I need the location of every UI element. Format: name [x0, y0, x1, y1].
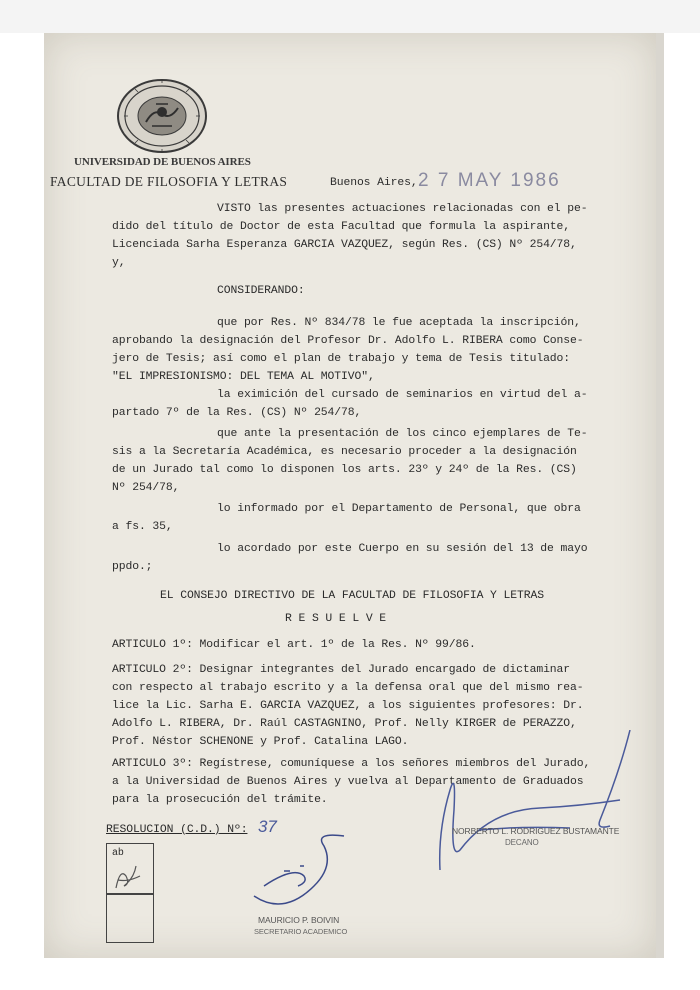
faculty-name: FACULTAD DE FILOSOFIA Y LETRAS: [50, 174, 288, 189]
body-line: a fs. 35,: [112, 521, 173, 533]
resuelve-heading: R E S U E L V E: [285, 613, 387, 625]
body-line: de un Jurado tal como lo disponen los arts. 23º y 24º de la Res. (CS): [112, 464, 577, 476]
body-line: partado 7º de la Res. (CS) Nº 254/78,: [112, 407, 362, 419]
box-initials: ab: [112, 848, 124, 859]
dean-title: DECANO: [505, 838, 539, 847]
secretary-signature-icon: [244, 826, 384, 916]
body-line: que ante la presentación de los cinco ejemplares de Te-: [217, 428, 588, 440]
body-line: Nº 254/78,: [112, 482, 180, 494]
body-line: con respecto al trabajo escrito y a la defensa oral que del mismo rea-: [112, 682, 584, 694]
dean-signature-icon: [420, 730, 650, 880]
scan-margin: [0, 0, 700, 33]
body-line: lo acordado por este Cuerpo en su sesión del 13 de mayo: [217, 543, 588, 555]
article-3: ARTICULO 3º: Regístrese, comuníquese a los señores miembros del Jurado,: [112, 758, 591, 770]
body-line: Licenciada Sarha Esperanza GARCIA VAZQUEZ, según Res. (CS) Nº 254/78,: [112, 239, 577, 251]
body-line: sis a la Secretaría Académica, es necesario proceder a la designación: [112, 446, 577, 458]
council-heading: EL CONSEJO DIRECTIVO DE LA FACULTAD DE FILOSOFIA Y LETRAS: [160, 590, 544, 602]
body-line: jero de Tesis; así como el plan de trabajo y tema de Tesis titulado:: [112, 353, 571, 365]
resolution-label: RESOLUCION (C.D.) Nº:: [106, 824, 248, 836]
article-1: ARTICULO 1º: Modificar el art. 1º de la Res. Nº 99/86.: [112, 639, 476, 651]
resolution-number: 37: [258, 817, 277, 836]
date-stamp: 2 7 MAY 1986: [418, 170, 561, 191]
secretary-name: MAURICIO P. BOIVIN: [258, 915, 340, 925]
body-line: VISTO las presentes actuaciones relacionadas con el pe-: [217, 203, 588, 215]
body-line: la eximición del cursado de seminarios en virtud del a-: [217, 389, 588, 401]
body-line: Adolfo L. RIBERA, Dr. Raúl CASTAGNINO, Prof. Nelly KIRGER de PERAZZO,: [112, 718, 577, 730]
body-line: y,: [112, 257, 126, 269]
page-edge: [656, 33, 664, 958]
body-line: que por Res. Nº 834/78 le fue aceptada la inscripción,: [217, 317, 581, 329]
university-name: UNIVERSIDAD DE BUENOS AIRES: [74, 156, 251, 168]
secretary-title: SECRETARIO ACADEMICO: [254, 927, 348, 936]
body-line: lice la Lic. Sarha E. GARCIA VAZQUEZ, a los siguientes profesores: Dr.: [112, 700, 584, 712]
initials-mark-icon: [110, 862, 150, 892]
body-line: Prof. Néstor SCHENONE y Prof. Catalina LAGO.: [112, 736, 409, 748]
body-line: lo informado por el Departamento de Personal, que obra: [217, 503, 581, 515]
thesis-title: "EL IMPRESIONISMO: DEL TEMA AL MOTIVO",: [112, 371, 375, 383]
article-2: ARTICULO 2º: Designar integrantes del Jurado encargado de dictaminar: [112, 664, 571, 676]
dean-name: NORBERTO L. RODRIGUEZ BUSTAMANTE: [452, 826, 620, 836]
body-line: para la prosecución del trámite.: [112, 794, 328, 806]
initials-box-lower: [106, 893, 154, 943]
body-line: aprobando la designación del Profesor Dr. Adolfo L. RIBERA como Conse-: [112, 335, 584, 347]
section-heading: CONSIDERANDO:: [217, 285, 305, 297]
body-line: dido del título de Doctor de esta Facultad que formula la aspirante,: [112, 221, 571, 233]
body-line: a la Universidad de Buenos Aires y vuelva al Departamento de Graduados: [112, 776, 584, 788]
body-line: ppdo.;: [112, 561, 153, 573]
university-seal: [116, 78, 208, 154]
place-label: Buenos Aires,: [330, 177, 418, 189]
